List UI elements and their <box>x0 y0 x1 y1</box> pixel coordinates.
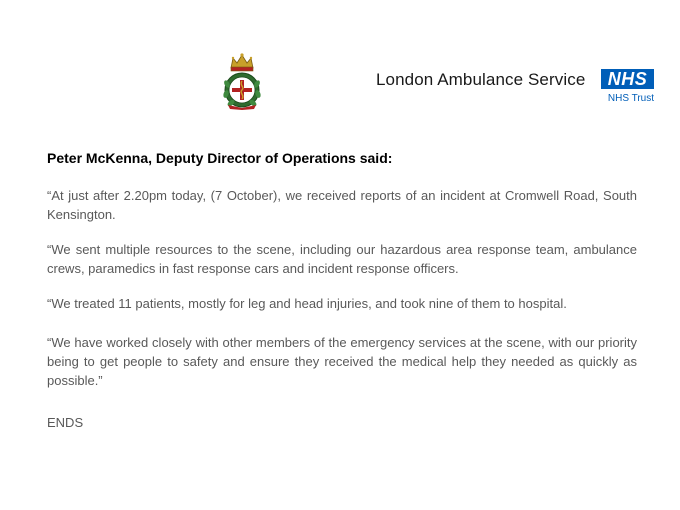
ambulance-service-crest-icon <box>219 52 265 110</box>
nhs-trust-label: NHS Trust <box>607 93 654 104</box>
statement-paragraph: “At just after 2.20pm today, (7 October), we received reports of an incident at Cromwell Road, South Kensington. <box>47 188 637 222</box>
statement-paragraph: “We have worked closely with other members of the emergency services at the scene, with our priority being to get people to safety and ensure they received the medical help they needed as quickly as possible.” <box>47 335 637 388</box>
ends-marker: ENDS <box>47 415 84 430</box>
statement-heading: Peter McKenna, Deputy Director of Operations said: <box>47 150 393 166</box>
organisation-name: London Ambulance Service <box>376 70 586 89</box>
nhs-logo: NHS <box>601 69 654 89</box>
statement-paragraph: “We treated 11 patients, mostly for leg and head injuries, and took nine of them to hospital. <box>47 296 567 311</box>
statement-paragraph: “We sent multiple resources to the scene, including our hazardous area response team, ambulance crews, paramedics in fast response cars and incident response officers. <box>47 242 637 276</box>
